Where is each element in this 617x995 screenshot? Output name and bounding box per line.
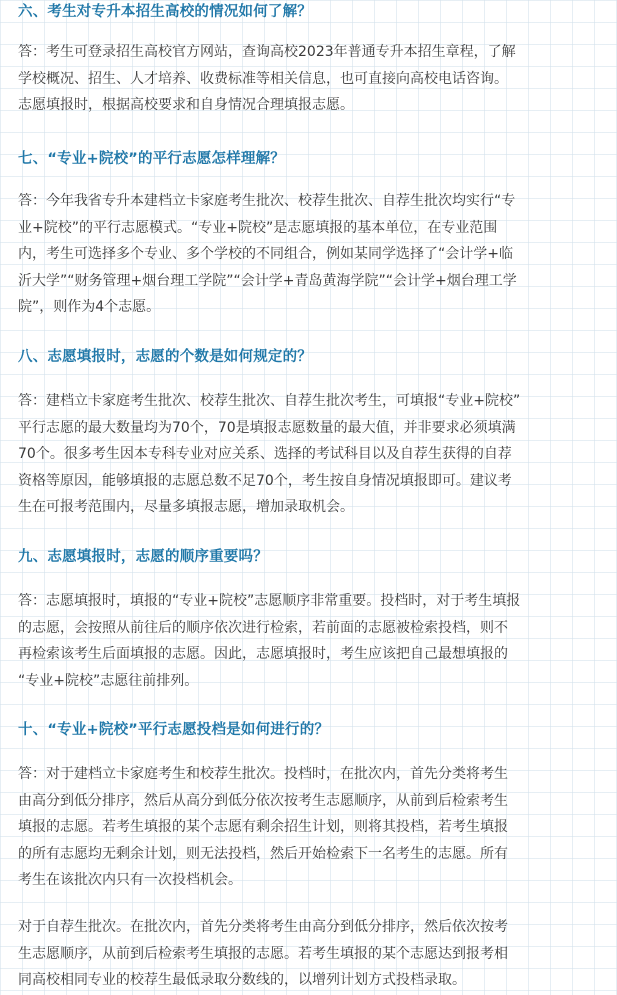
section-10-paragraph-2 (18, 914, 598, 994)
text-line: 再检索该考生后面填报的志愿。因此，志愿填报时，考生应该把自己最想填报的 (18, 646, 508, 662)
section-7-paragraph-1 (18, 188, 598, 321)
section-heading-9: 九、志愿填报时，志愿的顺序重要吗？ (18, 549, 268, 565)
text-line: 志愿填报时，根据高校要求和自身情况合理填报志愿。 (18, 97, 354, 113)
text-line: 由高分到低分排序，然后从高分到低分依次按考生志愿顺序，从前到后检索考生 (18, 792, 508, 809)
text-line: 填报的志愿。若考生填报的某个志愿有剩余招生计划，则将其投档，若考生填报 (18, 819, 508, 835)
section-heading-7: 七、“专业+院校”的平行志愿怎样理解？ (18, 151, 286, 167)
text-line: 院”，则作为4个志愿。 (18, 299, 161, 315)
section-8-paragraph-1 (18, 388, 598, 521)
text-line: 资格等原因，能够填报的志愿总数不足70个，考生按自身情况填报即可。建议考 (18, 472, 512, 489)
text-line: “专业+院校”志愿往前排列。 (18, 672, 199, 689)
text-line: 70个。很多考生因本专科专业对应关系、选择的考试科目以及自荐生获得的自荐 (18, 446, 512, 462)
text-line: 学校概况、招生、人才培养、收费标准等相关信息，也可直接向高校电话咨询。 (18, 70, 508, 87)
text-line: 平行志愿的最大数量均为70个，70是填报志愿数量的最大值，并非要求必须填满 (18, 419, 516, 436)
section-heading-8: 八、志愿填报时，志愿的个数是如何规定的？ (18, 349, 312, 365)
text-line: 内，考生可选择多个专业、多个学校的不同组合，例如某同学选择了“会计学+临 (18, 246, 513, 262)
text-line: 对于自荐生批次。在批次内，首先分类将考生由高分到低分排序，然后依次按考 (18, 919, 508, 935)
text-line: 考生在该批次内只有一次投档机会。 (18, 872, 242, 888)
text-line: 答：建档立卡家庭考生批次、校荐生批次、自荐生批次考生，可填报“专业+院校” (18, 393, 521, 409)
text-line: 的所有志愿均无剩余计划，则无法投档，然后开始检索下一名考生的志愿。所有 (18, 845, 508, 862)
section-9-paragraph-1 (18, 588, 598, 694)
text-line: 业+院校”的平行志愿模式。“专业+院校”是志愿填报的基本单位，在专业范围 (18, 219, 498, 236)
text-line: 答：考生可登录招生高校官方网站，查询高校2023年普通专升本招生章程，了解 (18, 44, 516, 60)
text-line: 答：对于建档立卡家庭考生和校荐生批次。投档时，在批次内，首先分类将考生 (18, 766, 508, 782)
text-line: 的志愿，会按照从前往后的顺序依次进行检索，若前面的志愿被检索投档，则不 (18, 619, 508, 636)
section-10-paragraph-1 (18, 761, 598, 894)
section-6-paragraph-1 (18, 39, 598, 119)
text-line: 生志愿顺序，从前到后检索考生填报的志愿。若考生填报的某个志愿达到报考相 (18, 945, 508, 962)
section-heading-10: 十、“专业+院校”平行志愿投档是如何进行的？ (18, 722, 330, 738)
section-heading-6: 六、考生对专升本招生高校的情况如何了解？ (18, 4, 312, 20)
text-line: 沂大学”“财务管理+烟台理工学院”“会计学+青岛黄海学院”“会计学+烟台理工学 (18, 272, 517, 289)
text-line: 答：今年我省专升本建档立卡家庭考生批次、校荐生批次、自荐生批次均实行“专 (18, 193, 516, 209)
text-line: 同高校相同专业的校荐生最低录取分数线的，以增列计划方式投档录取。 (18, 972, 466, 988)
text-line: 答：志愿填报时，填报的“专业+院校”志愿顺序非常重要。投档时，对于考生填报 (18, 593, 521, 609)
text-line: 生在可报考范围内，尽量多填报志愿，增加录取机会。 (18, 499, 354, 515)
